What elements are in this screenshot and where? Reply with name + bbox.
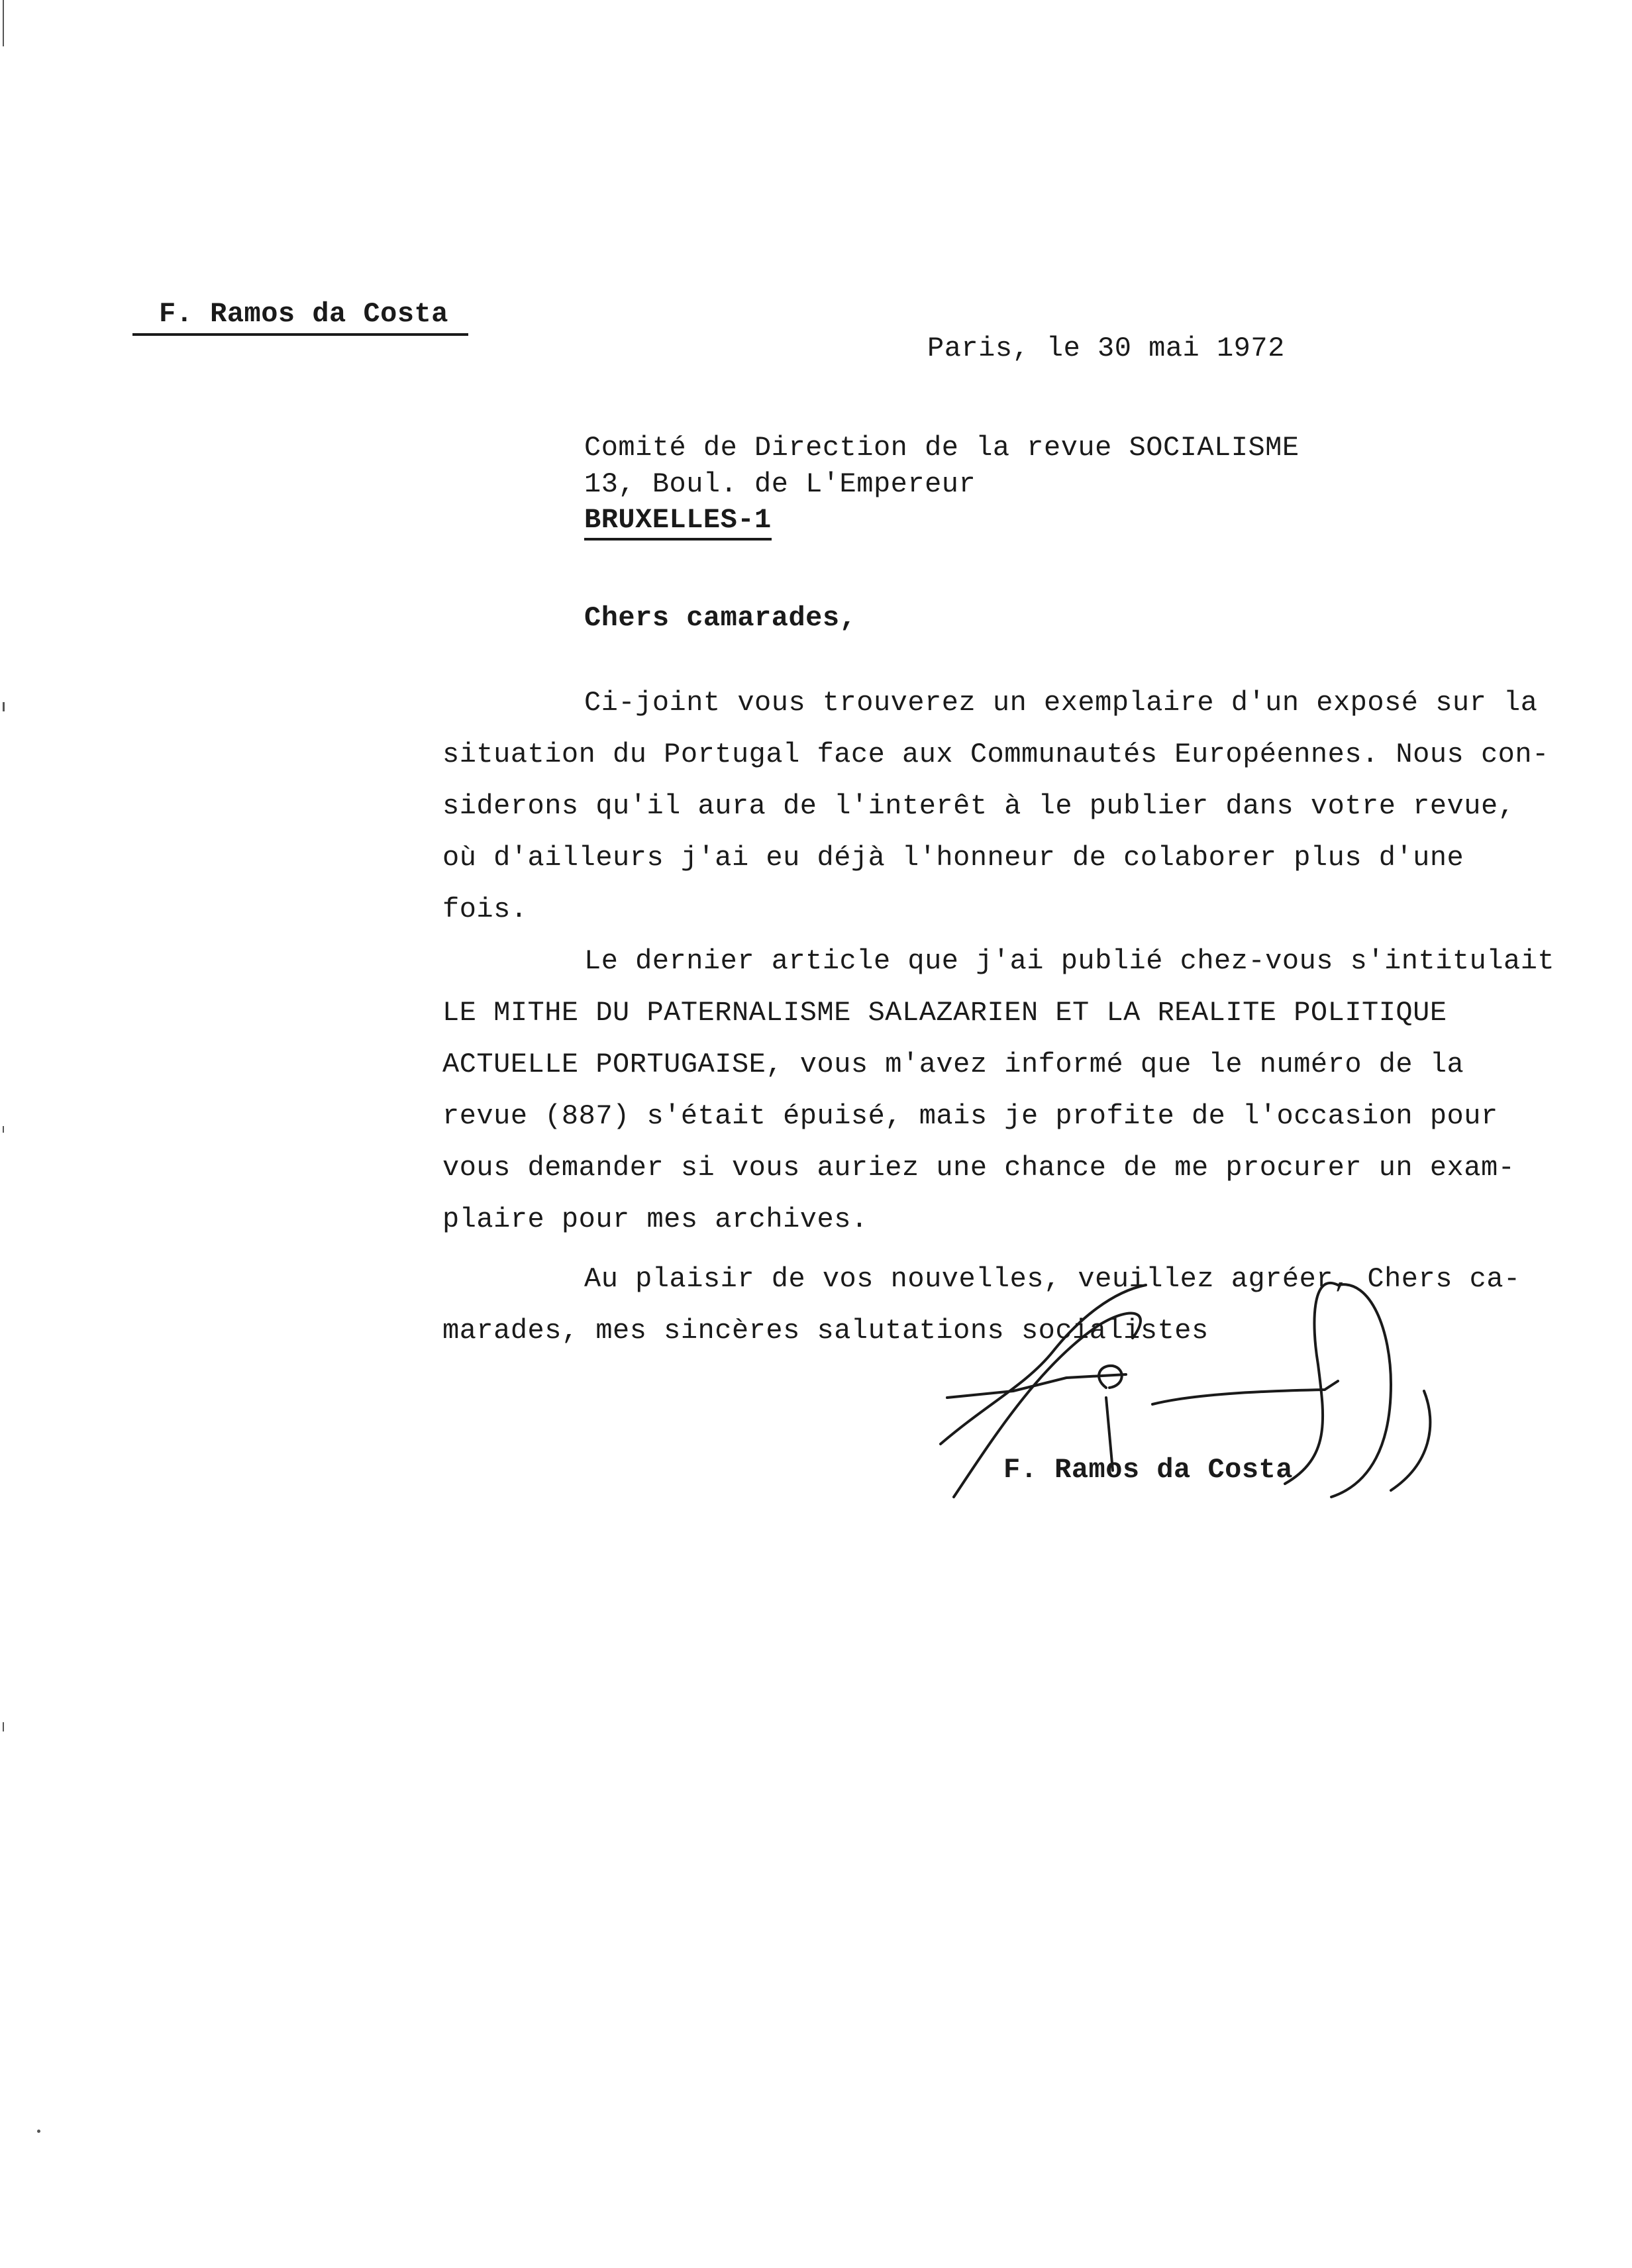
- signature-stroke: [941, 1285, 1146, 1444]
- scan-dust-mark: [37, 2130, 40, 2133]
- scan-edge-mark: [3, 702, 5, 711]
- paragraph-line: Le dernier article que j'ai publié chez-vous s'intitulait: [584, 945, 1555, 977]
- sender-header: F. Ramos da Costa: [132, 300, 468, 336]
- signature-stroke: [1391, 1391, 1430, 1490]
- paragraph-line: ACTUELLE PORTUGAISE, vous m'avez informé que le numéro de la: [442, 1049, 1464, 1080]
- paragraph-line: LE MITHE DU PATERNALISME SALAZARIEN ET LA REALITE POLITIQUE: [442, 997, 1447, 1029]
- paragraph-line: situation du Portugal face aux Communautés Européennes. Nous con-: [442, 739, 1549, 770]
- signature-stroke: [1331, 1284, 1391, 1497]
- paragraph-line: fois.: [442, 894, 528, 925]
- paragraph-line: où d'ailleurs j'ai eu déjà l'honneur de colaborer plus d'une: [442, 842, 1464, 874]
- scan-edge-mark: [3, 1126, 4, 1133]
- paragraph-line: Au plaisir de vos nouvelles, veuillez agréer, Chers ca-: [584, 1263, 1521, 1295]
- signature-name: F. Ramos da Costa: [1003, 1454, 1293, 1486]
- paragraph-line: marades, mes sincères salutations socialistes: [442, 1315, 1209, 1347]
- signature-stroke: [1285, 1283, 1338, 1484]
- paragraph-line: revue (887) s'était épuisé, mais je profite de l'occasion pour: [442, 1100, 1498, 1132]
- paragraph-line: vous demander si vous auriez une chance de me procurer un exam-: [442, 1152, 1515, 1184]
- paragraph-line: Ci-joint vous trouverez un exemplaire d'un exposé sur la: [584, 687, 1538, 719]
- paragraph-line: siderons qu'il aura de l'interêt à le publier dans votre revue,: [442, 790, 1515, 822]
- recipient-line-2: 13, Boul. de L'Empereur: [584, 468, 976, 500]
- place-date: Paris, le 30 mai 1972: [927, 333, 1285, 364]
- salutation: Chers camarades,: [584, 602, 857, 634]
- recipient-line-1: Comité de Direction de la revue SOCIALISME: [584, 432, 1300, 464]
- signature-stroke: [1152, 1381, 1338, 1404]
- scan-edge-mark: [3, 0, 4, 46]
- scan-edge-mark: [3, 1722, 4, 1731]
- paragraph-line: plaire pour mes archives.: [442, 1204, 868, 1235]
- recipient-line-3: BRUXELLES-1: [584, 506, 772, 541]
